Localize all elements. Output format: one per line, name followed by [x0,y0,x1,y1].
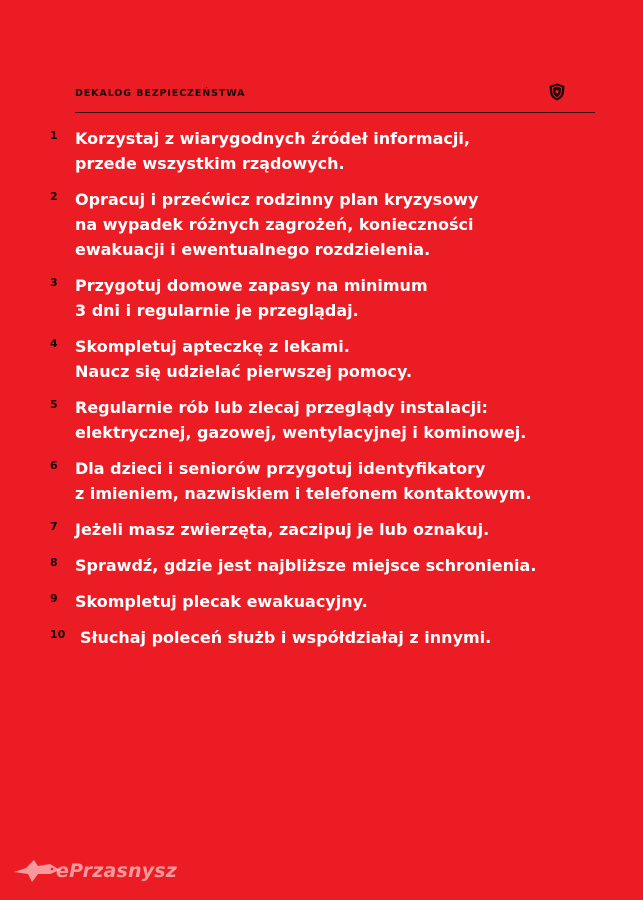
item-text: Jeżeli masz zwierzęta, zaczipuj je lub oznakuj. [75,520,490,539]
list-item [50,589,610,614]
list-item [50,625,610,650]
page-title: DEKALOG BEZPIECZEŃSTWA [75,88,246,99]
item-text: Przygotuj domowe zapasy na minimum 3 dni i regularnie je przeglądaj. [75,276,428,320]
item-text: Skompletuj plecak ewakuacyjny. [75,592,368,611]
item-text: Słuchaj poleceń służb i współdziałaj z innymi. [80,628,492,647]
list-item [50,517,610,542]
item-number: 5 [50,398,58,411]
item-number: 2 [50,190,58,203]
list-item [50,187,610,262]
shield-icon [549,83,565,101]
item-number: 1 [50,129,58,142]
item-text: Regularnie rób lub zlecaj przeglądy instalacji: elektrycznej, gazowej, wentylacyjnej i kominowej. [75,398,527,442]
safety-list [50,126,610,661]
list-item [50,456,610,506]
list-item [50,273,610,323]
item-text: Opracuj i przećwicz rodzinny plan kryzysowy na wypadek różnych zagrożeń, konieczności ewakuacji i ewentualnego rozdzielenia. [75,190,479,259]
list-item [50,334,610,384]
header [75,78,595,113]
item-number: 7 [50,520,58,533]
swordfish-icon [12,852,62,888]
item-number: 3 [50,276,58,289]
watermark-logo [12,852,178,888]
item-text: Dla dzieci i seniorów przygotuj identyfikatory z imieniem, nazwiskiem i telefonem kontaktowym. [75,459,532,503]
item-number: 6 [50,459,58,472]
item-number: 9 [50,592,58,605]
item-number: 10 [50,628,66,641]
list-item [50,126,610,176]
item-number: 4 [50,337,58,350]
item-text: Skompletuj apteczkę z lekami. Naucz się udzielać pierwszej pomocy. [75,337,413,381]
logo-text: ePrzasnysz [56,860,178,882]
item-text: Korzystaj z wiarygodnych źródeł informacji, przede wszystkim rządowych. [75,129,470,173]
list-item [50,553,610,578]
item-text: Sprawdź, gdzie jest najbliższe miejsce schronienia. [75,556,537,575]
item-number: 8 [50,556,58,569]
list-item [50,395,610,445]
